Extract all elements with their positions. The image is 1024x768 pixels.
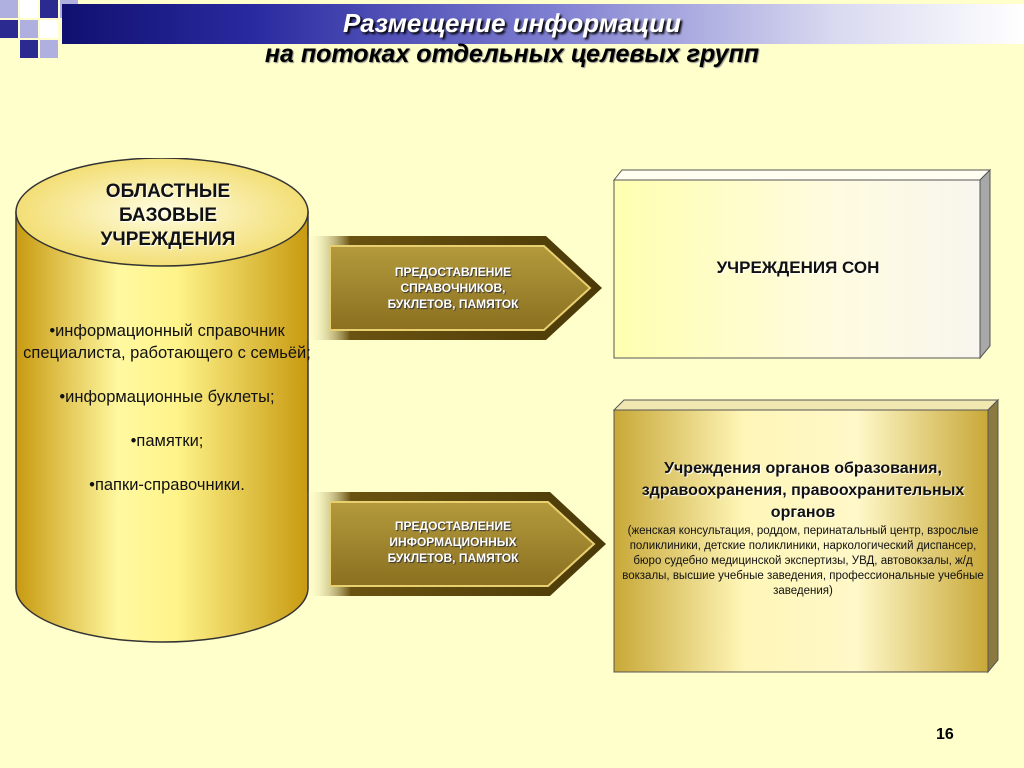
list-item: •информационный справочник специалиста, работающего с семьёй; — [23, 322, 311, 362]
box-2-heading: Учреждения органов образования, здравоохранения, правоохранительных органов — [641, 460, 965, 521]
list-item: •папки-справочники. — [89, 476, 245, 494]
title-line-1: Размещение информации — [342, 8, 682, 38]
arrow-1-label: ПРЕДОСТАВЛЕНИЕ СПРАВОЧНИКОВ, БУКЛЕТОВ, ПАМЯТОК — [387, 265, 519, 311]
page-number: 16 — [936, 726, 954, 743]
box-1-heading: УЧРЕЖДЕНИЯ СОН — [716, 258, 880, 277]
cylinder-label: ОБЛАСТНЫЕ БАЗОВЫЕ УЧРЕЖДЕНИЯ — [100, 181, 236, 250]
title-line-2: на потоках отдельных целевых групп — [264, 40, 760, 68]
list-item: •памятки; — [130, 432, 204, 450]
slide-title — [0, 8, 1024, 69]
box-2-details: (женская консультация, роддом, перинатальный центр, взрослые поликлиники, детские поликлиники, наркологический диспансер, бюро судебно медицинской экспертизы, УВД, автовокзалы, ж/д вокзалы, высшие учебные заведения, профессиональные учебные заведения) — [622, 525, 984, 597]
box-2-content — [616, 458, 990, 599]
arrow-2-label: ПРЕДОСТАВЛЕНИЕ ИНФОРМАЦИОННЫХ БУКЛЕТОВ, ПАМЯТОК — [387, 519, 519, 565]
cylinder-item-list — [22, 320, 312, 518]
list-item: •информационные буклеты; — [59, 388, 275, 406]
